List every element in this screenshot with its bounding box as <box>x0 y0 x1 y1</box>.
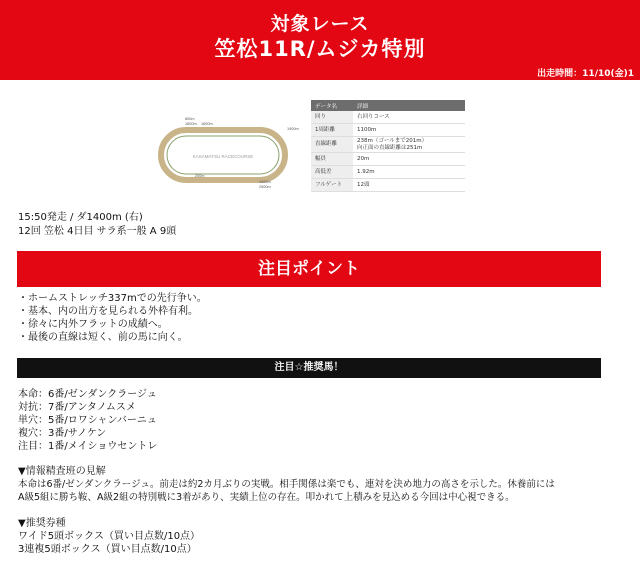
pick-item: 単穴：5番/ロワシャンバーニュ <box>18 415 157 426</box>
distance-marker: 1400m <box>259 180 271 184</box>
pick-item: 複穴：3番/サノケン <box>18 428 107 439</box>
table-value-line: 238m（ゴールまで201m） <box>357 138 428 144</box>
point-item: ・ホームストレッチ337mでの先行争い。 <box>18 293 207 304</box>
table-row <box>311 179 465 192</box>
table-key-cell: 高低差 <box>311 166 353 179</box>
analysis-text: 本命は6番/ゼンダンクラージュ。前走は約2カ月ぶりの実戦。相手関係は楽でも、連対を決め地力の高さを示した。休養前には <box>18 479 555 490</box>
analysis-text: A級5組に勝ち鞍、A級2組の特別戦に3着があり、実績上位の存在。叩かれて上積みを見込める今回は中心視できる。 <box>18 492 515 503</box>
table-value-cell <box>353 137 465 153</box>
table-value-cell: 20m <box>353 153 465 166</box>
analysis-heading: ▼情報精査班の見解 <box>18 466 106 477</box>
course-name: KASAMATSU RACECOURSE <box>192 154 254 159</box>
table-key-cell: 直線距離 <box>311 137 353 153</box>
pick-item: 対抗：7番/アンタノムスメ <box>18 402 136 413</box>
race-header-banner <box>0 0 640 80</box>
pick-item: 本命：6番/ゼンダンクラージュ <box>18 389 157 400</box>
distance-marker: 800m <box>185 117 195 121</box>
points-banner: 注目ポイント <box>17 251 601 287</box>
race-name: 笠松11R/ムジカ特別 <box>214 37 426 61</box>
distance-marker: 2500m <box>259 185 271 189</box>
table-value-cell: 1.92m <box>353 166 465 179</box>
recommend-banner: 注目☆推奨馬！ <box>17 358 601 378</box>
table-key-cell: 1周距離 <box>311 124 353 137</box>
table-key-cell: 回り <box>311 111 353 124</box>
point-item: ・徐々に内外フラットの成績へ。 <box>18 319 168 330</box>
table-value-cell: 右回りコース <box>353 111 465 124</box>
course-map <box>155 110 305 190</box>
race-meeting-info: 12回 笠松 4日目 サラ系一般 A 9頭 <box>18 226 177 237</box>
table-row <box>311 153 465 166</box>
ticket-item: ワイド5頭ボックス（買い目点数/10点） <box>18 531 201 542</box>
ticket-item: 3連複5頭ボックス（買い目点数/10点） <box>18 544 197 555</box>
header-title: 対象レース <box>270 13 370 35</box>
table-row <box>311 166 465 179</box>
race-time-distance: 15:50発走 / ダ1400m (右) <box>18 212 143 223</box>
table-value-cell: 1100m <box>353 124 465 137</box>
point-item: ・基本、内の出方を見られる外枠有利。 <box>18 306 198 317</box>
point-item: ・最後の直線は短く、前の馬に向く。 <box>18 332 188 343</box>
table-key-cell: フルゲート <box>311 179 353 192</box>
table-key-cell: 幅員 <box>311 153 353 166</box>
table-value-cell: 12頭 <box>353 179 465 192</box>
tickets-heading: ▼推奨券種 <box>18 518 66 529</box>
distance-marker: 1600m <box>201 122 213 126</box>
distance-marker: 1800m <box>185 122 197 126</box>
distance-marker: 1900m <box>287 127 299 131</box>
table-header-cell: 詳細 <box>353 100 465 111</box>
distance-marker: 200m <box>195 174 205 178</box>
table-header-cell: データ名 <box>311 100 353 111</box>
table-row <box>311 124 465 137</box>
pick-item: 注目：1番/メイショウセントレ <box>18 441 158 452</box>
table-row <box>311 111 465 124</box>
course-data-table <box>311 100 465 192</box>
table-header-row <box>311 100 465 111</box>
table-value-line: 向正面の直線距離は251m <box>357 144 423 151</box>
table-row <box>311 137 465 153</box>
post-time-label: 出走時間：11/10(金)1 <box>537 69 634 79</box>
